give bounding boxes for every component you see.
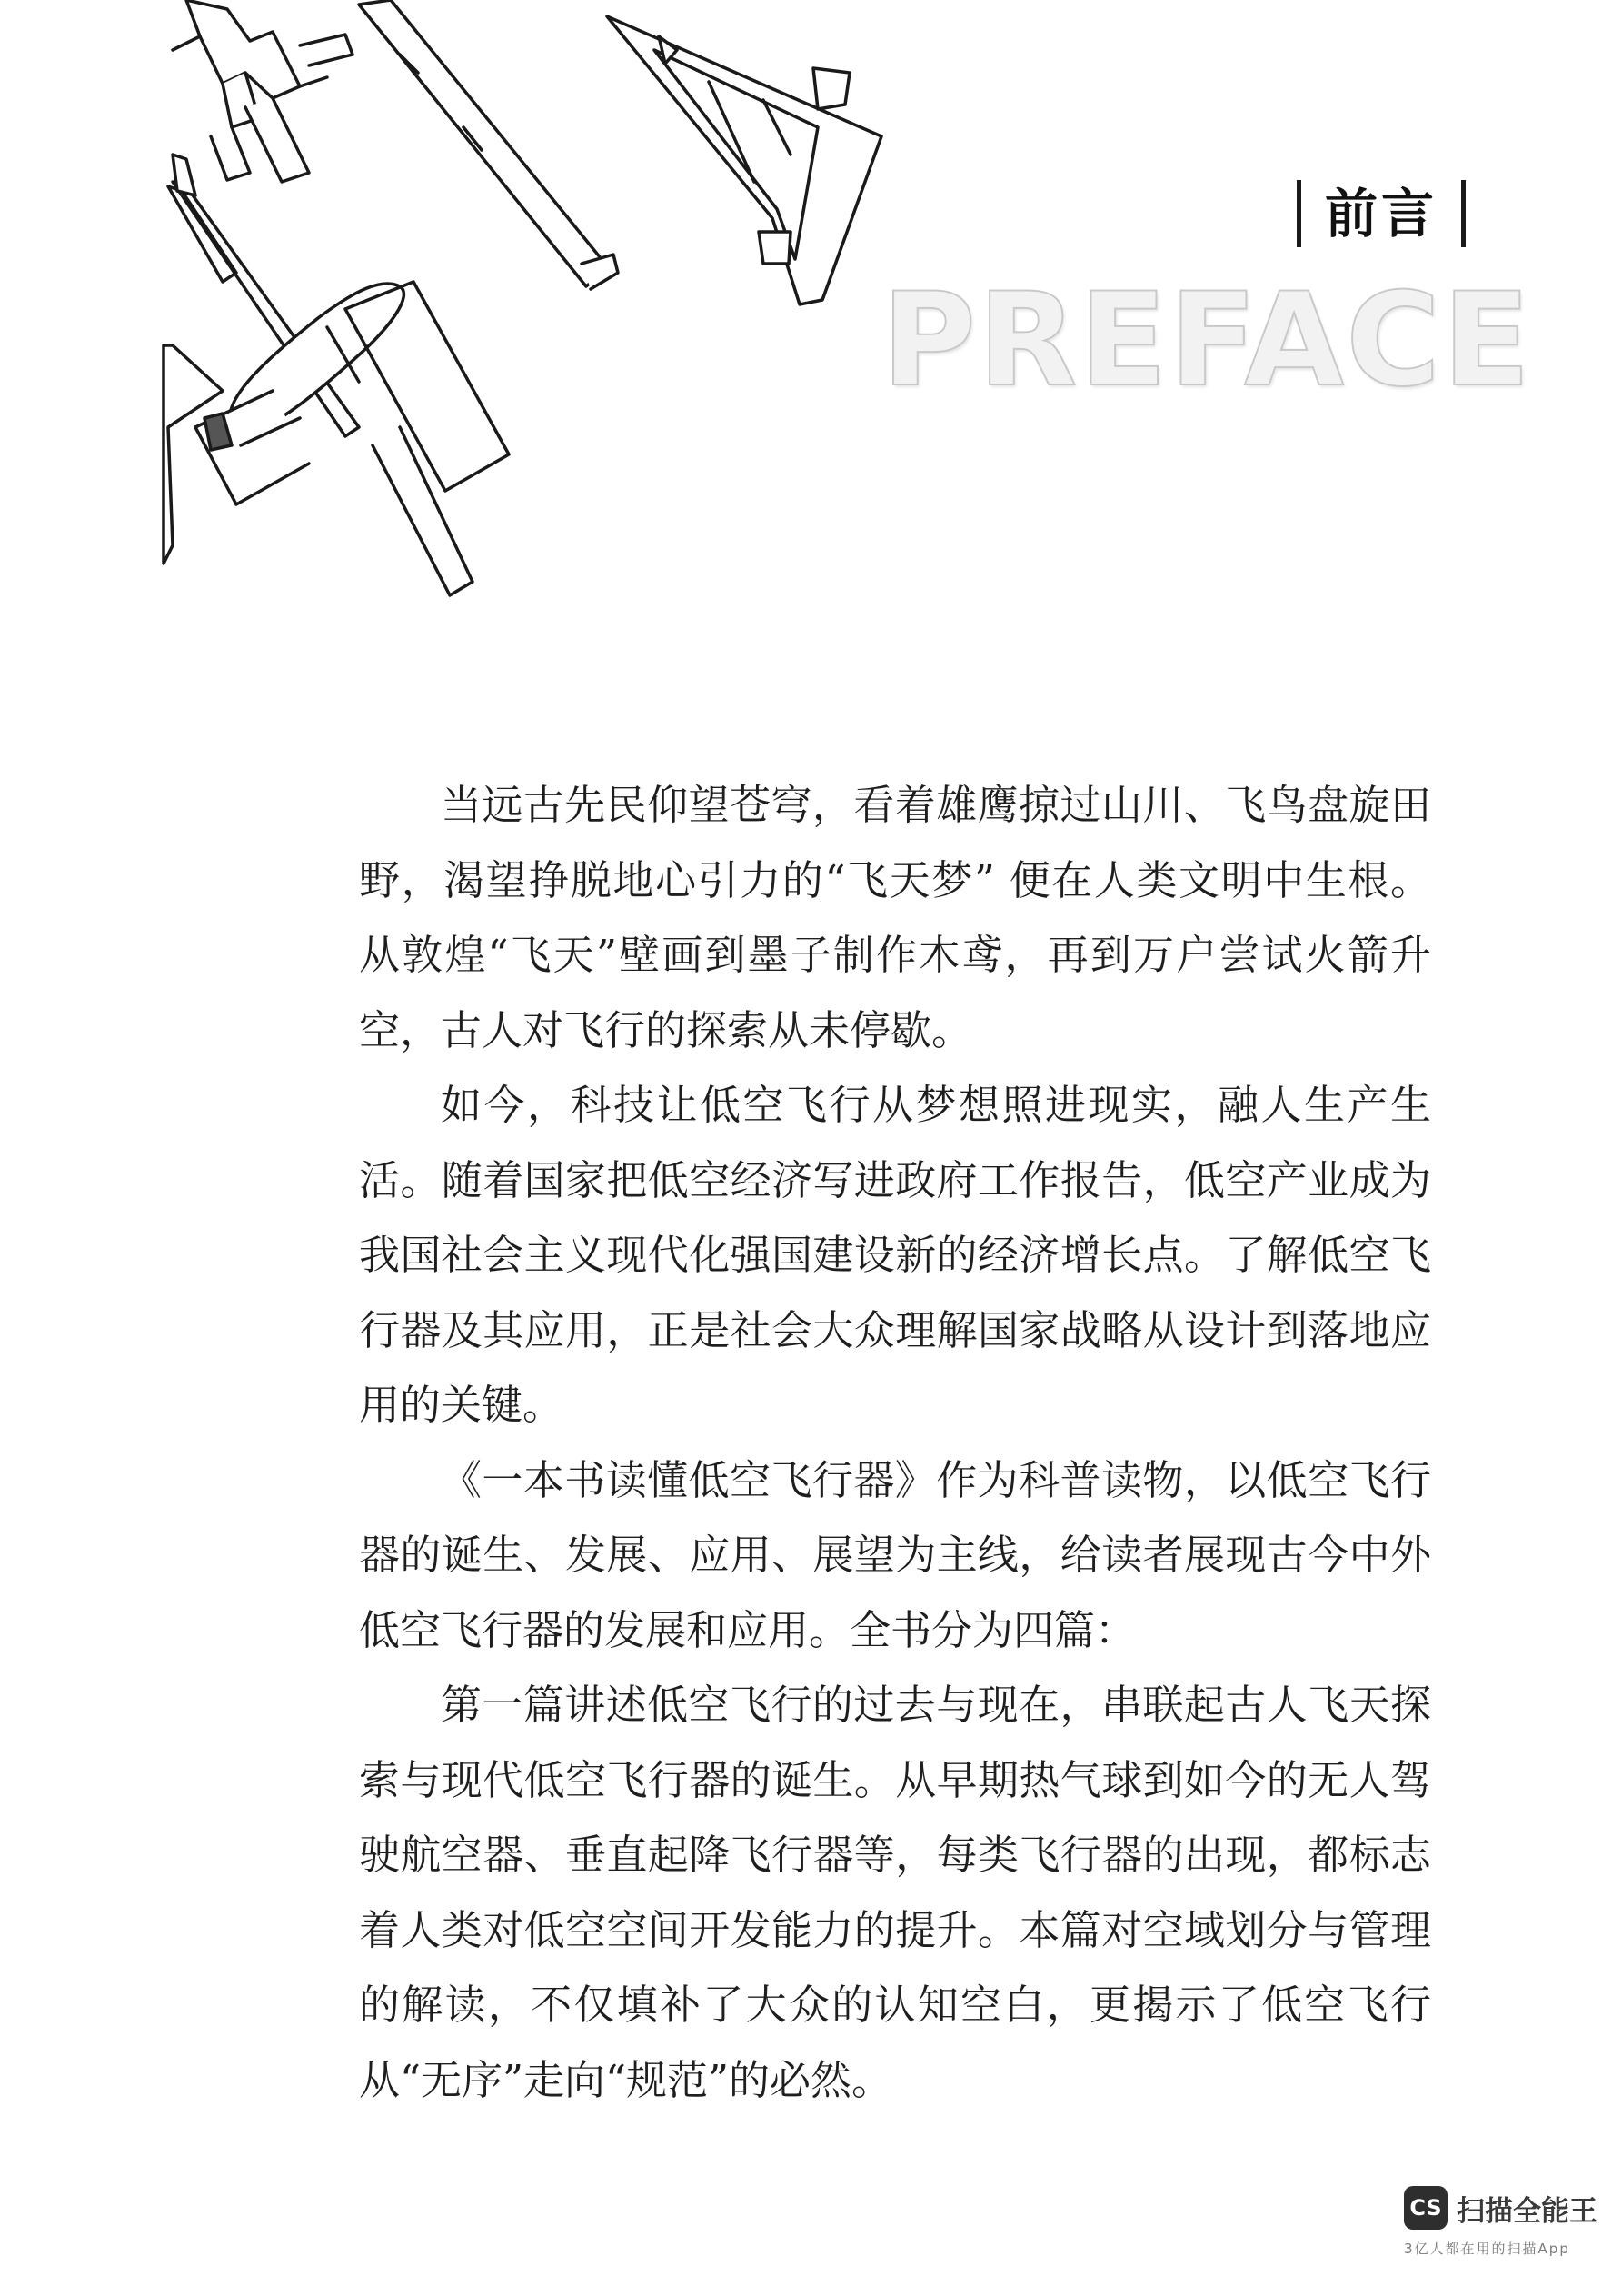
watermark-tagline: 3亿人都在用的扫描App [1404,2241,1570,2257]
drone-illustration [0,0,927,636]
preface-subtitle: PREFACE [881,265,1533,415]
chapter-heading [1281,177,1481,250]
page-title: 前言 [1324,183,1438,245]
paragraph-2: 如今，科技让低空飞行从梦想照进现实，融人生产生活。随着国家把低空经济写进政府工作报告，低空产业成为我国社会主义现代化强国建设新的经济增长点。了解低空飞行器及其应用，正是社会大众理解国家战略从设计到落地应用的关键。 [359,1081,1431,1429]
watermark-row [1404,2186,1608,2230]
paragraph-4: 第一篇讲述低空飞行的过去与现在，串联起古人飞天探索与现代低空飞行器的诞生。从早期热气球到如今的无人驾驶航空器、垂直起降飞行器等，每类飞行器的出现，都标志着人类对低空空间开发能力的提升。本篇对空域划分与管理的解读，不仅填补了大众的认知空白，更揭示了低空飞行从“无序”走向“规范”的必然。 [359,1681,1431,2104]
scanner-watermark [1404,2186,1608,2286]
paragraph-1: 当远古先民仰望苍穹，看着雄鹰掠过山川、飞鸟盘旋田野，渴望挣脱地心引力的“飞天梦” 便在人类文明中生根。从敦煌“飞天”壁画到墨子制作木鸢，再到万户尝试火箭升空，古人对飞行的探索从未停歇。 [359,781,1431,1054]
camscanner-logo-icon: CS [1404,2186,1448,2230]
drone-flying-wing [607,16,881,304]
heading-right-bar [1461,180,1466,247]
body-text [359,768,1431,2118]
drone-top-left [173,0,353,182]
drone-long-wing [359,0,618,289]
watermark-app-name: 扫描全能王 [1457,2194,1597,2228]
paragraph-3: 《一本书读懂低空飞行器》作为科普读物，以低空飞行器的诞生、发展、应用、展望为主线，给读者展现古今中外低空飞行器的发展和应用。全书分为四篇： [359,1455,1431,1654]
